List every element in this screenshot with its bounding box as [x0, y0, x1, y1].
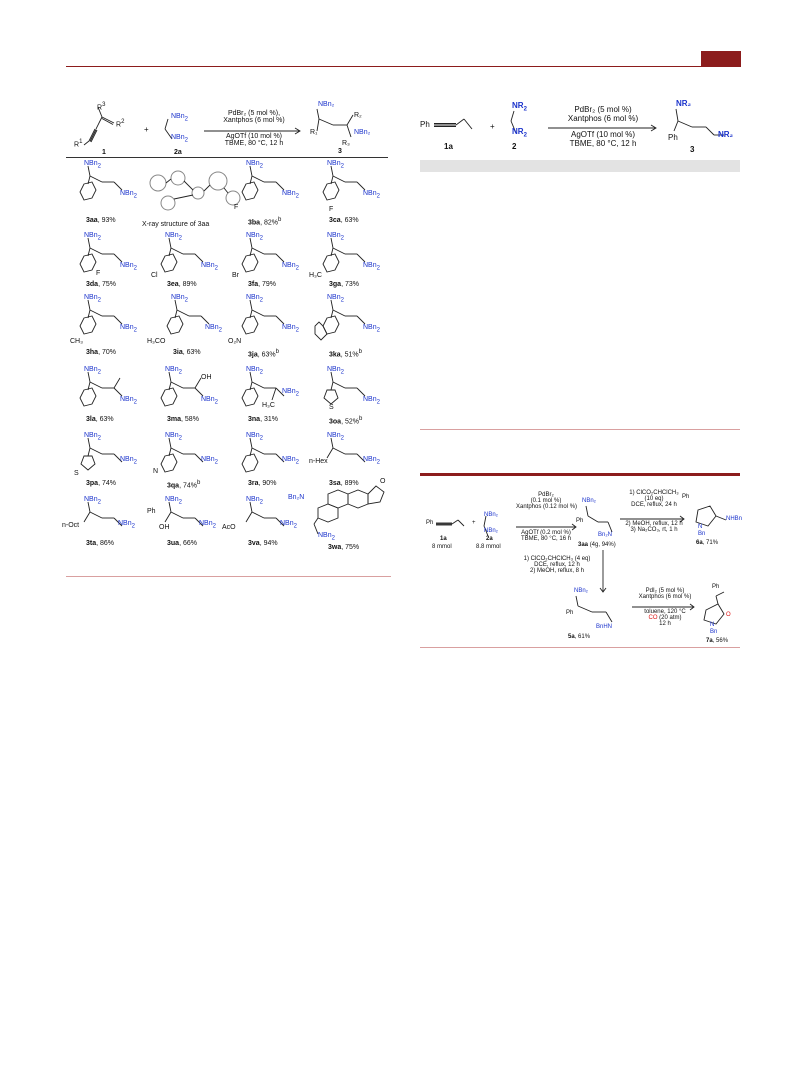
- nbn2-label: NBn$_2$: [118, 520, 135, 530]
- nbn2-label: NBn$_2$: [84, 232, 101, 242]
- substituent-label: H₃CO: [147, 338, 166, 345]
- product-item-3na: [228, 366, 308, 430]
- rt-product-right: NR₂: [718, 130, 734, 139]
- rb-6a-ph: Ph: [682, 494, 690, 500]
- product-item-3ha: [66, 294, 146, 364]
- reactant1-number: 1: [102, 149, 106, 156]
- compound-structure: [70, 232, 140, 287]
- rt-product-ph: Ph: [668, 133, 678, 142]
- compound-caption: 3sa, 89%: [329, 480, 359, 487]
- product-item-3ua: [147, 496, 227, 554]
- nbn2-label: NBn$_2$: [327, 232, 344, 242]
- rb-6a-caption: 6a, 71%: [696, 540, 719, 546]
- scheme-left-divider: [66, 157, 388, 158]
- compound-caption: 3aa, 93%: [86, 217, 116, 224]
- reactant2a-top: NBn$_2$: [171, 113, 188, 123]
- right-bottom-rule: [420, 647, 740, 648]
- rb-cond4-above: PdI₂ (5 mol %) Xantphos (6 mol %): [638, 588, 692, 600]
- rb-7a-structure: [698, 594, 748, 634]
- rb-5a-caption: 5a, 61%: [568, 634, 591, 640]
- compound-caption: 3ra, 90%: [248, 480, 277, 487]
- rt-product-number: 3: [690, 145, 695, 154]
- substituent-label: Cl: [151, 272, 158, 279]
- compound-caption: 3ba, 82%$^b$: [248, 217, 282, 227]
- reactant2a-bottom: NBn$_2$: [171, 134, 188, 144]
- table-header-bar: [420, 160, 740, 172]
- nbn2-label: NBn$_2$: [327, 294, 344, 304]
- rb-7a-o: O: [726, 612, 731, 618]
- product-item-3fa: [228, 232, 308, 292]
- rb-r1-ph: Ph: [426, 520, 434, 526]
- compound-caption: 3ka, 51%$^b$: [329, 349, 362, 359]
- product-item-3ja: [228, 294, 308, 364]
- nbn2-label: NBn$_2$: [363, 262, 380, 272]
- compound-caption: 3qa, 74%$^b$: [167, 480, 201, 490]
- rb-r2-amount: 8.8 mmol: [476, 544, 501, 550]
- substituent-label: n-Oct: [62, 522, 80, 529]
- compound-caption: 3ea, 89%: [167, 281, 197, 288]
- product-item-3ba: [228, 160, 308, 230]
- compound-caption: 3na, 31%: [248, 416, 278, 423]
- product-item-3oa: [309, 366, 389, 430]
- compound-caption: 3ja, 63%$^b$: [248, 349, 279, 359]
- nbn2-label: NBn$_2$: [165, 366, 182, 376]
- product-item-3qa: [147, 432, 227, 494]
- substituent-label: S: [329, 404, 334, 411]
- rt-ph: Ph: [420, 120, 430, 129]
- conditions-left: PdBr₂ (5 mol %), Xantphos (6 mol %): [223, 110, 285, 124]
- compound-caption: 3da, 75%: [86, 281, 116, 288]
- header-tab: [701, 51, 741, 66]
- compound-structure: [70, 160, 140, 215]
- left-bottom-rule: [66, 576, 391, 577]
- ph-label: Ph: [147, 508, 156, 515]
- nbn2-label: NBn$_2$: [165, 232, 182, 242]
- rb-5a-nh: BnHN: [596, 624, 613, 630]
- substituent-label: F: [234, 204, 239, 211]
- substituent-label: O₂N: [228, 338, 242, 345]
- compound-structure: [313, 366, 383, 421]
- rb-r2-bottom: NBn₂: [484, 528, 499, 534]
- compound-structure: [288, 482, 388, 542]
- rt-reactant2-number: 2: [512, 142, 517, 151]
- compound-caption: 3va, 94%: [248, 540, 278, 547]
- nbn2-label: NBn$_2$: [282, 324, 299, 334]
- substituent-label: F: [96, 270, 101, 277]
- nbn2-label: NBn$_2$: [165, 432, 182, 442]
- product-item-3da: [66, 232, 146, 292]
- xray-caption: X-ray structure of 3aa: [142, 221, 210, 228]
- compound-structure: [232, 160, 302, 215]
- substituent-label: AcO: [222, 524, 236, 531]
- rb-cond1-above: PdBr₂ (0.1 mol %) Xantphos (0.12 mol %): [516, 492, 578, 510]
- product3-nbn2-top: NBn₂: [318, 101, 335, 108]
- compound-caption: 3ha, 70%: [86, 349, 116, 356]
- substituent-label: N: [153, 468, 159, 475]
- rb-cond4-below: toluene, 120 °C CO (20 atm) 12 h: [644, 609, 686, 627]
- rb-cond3: 1) ClCO₂CHClCH₃ (4 eq) DCE, reflux, 12 h 2) MeOH, reflux, 8 h: [523, 556, 591, 574]
- nbn2-label: NBn$_2$: [280, 520, 297, 530]
- compound-caption: 3ta, 86%: [86, 540, 115, 547]
- nbn2-label: NBn$_2$: [84, 366, 101, 376]
- nbn2-label: NBn$_2$: [199, 520, 216, 530]
- nbn2-label: NBn$_2$: [246, 496, 263, 506]
- scheme-right-top: [420, 95, 740, 165]
- rb-r1-structure: [436, 518, 476, 532]
- rb-r2-top: NBn₂: [484, 512, 499, 518]
- rt-reactant1-structure: [434, 115, 484, 135]
- rb-6a-bn: Bn: [698, 531, 706, 537]
- product-item-3pa: [66, 432, 146, 494]
- rb-7a-ph: Ph: [712, 584, 720, 590]
- nbn2-label: NBn$_2$: [205, 324, 222, 334]
- compound-structure: [313, 160, 383, 215]
- rb-5a-top: NBn₂: [574, 588, 589, 594]
- product-item-3ta: [62, 496, 146, 554]
- rb-r2-number: 2a: [486, 536, 493, 542]
- rt-reactant2-bottom: $NR_2$: [512, 127, 527, 139]
- rb-3aa-caption: 3aa (4g, 94%): [578, 542, 616, 548]
- rb-7a-bn: Bn: [710, 629, 718, 635]
- nbn2-label: NBn$_2$: [120, 190, 137, 200]
- compound-structure: [157, 294, 227, 349]
- nbn2-label: NBn$_2$: [282, 456, 299, 466]
- nbn2-label: NBn$_2$: [318, 532, 335, 542]
- rb-cond1-below: AgOTf (0.2 mol %) TBME, 80 °C, 16 h: [520, 530, 572, 542]
- compound-caption: 3ma, 58%: [167, 416, 199, 423]
- nbn2-label: NBn$_2$: [84, 294, 101, 304]
- nbn2-label: NBn$_2$: [120, 324, 137, 334]
- product3-number: 3: [338, 148, 342, 155]
- rb-5a-ph: Ph: [566, 610, 574, 616]
- rb-r1-number: 1a: [440, 536, 447, 542]
- right-table-rule: [420, 429, 740, 430]
- nbn2-label: NBn$_2$: [84, 160, 101, 170]
- nbn2-label: NBn$_2$: [246, 366, 263, 376]
- nbn2-label: NBn$_2$: [171, 294, 188, 304]
- nbn2-label: NBn$_2$: [327, 366, 344, 376]
- product-item-3ga: [309, 232, 389, 292]
- rb-3aa-ph: Ph: [576, 518, 584, 524]
- compound-structure: [313, 232, 383, 287]
- rb-3aa-top: NBn₂: [582, 498, 597, 504]
- rb-arrow-down: [600, 550, 606, 594]
- compound-caption: 3ga, 73%: [329, 281, 359, 288]
- reactant1-r3: $R^3$: [97, 102, 106, 112]
- nbn2-label: NBn$_2$: [246, 432, 263, 442]
- rb-6a-nhbn: NHBn: [726, 516, 743, 522]
- scheme-right-bottom: [420, 480, 743, 650]
- substituent-label: F: [329, 206, 334, 213]
- rb-cond2-above: 1) ClCO₂CHClCH₃ (10 eq) DCE, reflux, 24 h: [629, 490, 679, 508]
- product3-r3: R₃: [342, 140, 350, 147]
- nbn2-label: NBn$_2$: [363, 396, 380, 406]
- nbn2-label: NBn$_2$: [120, 456, 137, 466]
- header-rule: [66, 66, 741, 67]
- co-label: CO: [648, 615, 658, 621]
- nbn2-label: NBn$_2$: [282, 262, 299, 272]
- nbn2-label: NBn$_2$: [120, 396, 137, 406]
- rt-product-top: NR₂: [676, 99, 692, 108]
- ketone-o: O: [380, 478, 386, 485]
- product-grid-left: [62, 160, 391, 560]
- reactant-1-structure: [74, 101, 154, 156]
- conditions-left-below: AgOTf (10 mol %) TBME, 80 °C, 12 h: [224, 133, 284, 147]
- rt-reactant2-top: $NR_2$: [512, 101, 527, 113]
- product-item-3la: [66, 366, 146, 430]
- compound-caption: 3ia, 63%: [173, 349, 201, 356]
- substituent-label: H₃C: [309, 272, 322, 279]
- substituent-label: CH₃: [70, 338, 83, 345]
- substituent-label: S: [74, 470, 79, 477]
- compound-caption: 3fa, 79%: [248, 281, 277, 288]
- nbn2-label: NBn$_2$: [165, 496, 182, 506]
- rb-7a-n: N: [710, 622, 715, 628]
- compound-structure: [313, 294, 383, 349]
- compound-caption: 3la, 63%: [86, 416, 114, 423]
- substituent-label: n-Hex: [309, 458, 328, 465]
- nbn2-label: NBn$_2$: [201, 396, 218, 406]
- compound-structure: [70, 366, 140, 421]
- substituent-label: OH: [201, 374, 212, 381]
- nbn2-label: NBn$_2$: [282, 388, 299, 398]
- nbn2-label: NBn$_2$: [363, 456, 380, 466]
- reactant1-r1: $R^1$: [74, 139, 83, 149]
- rb-7a-caption: 7a, 56%: [706, 638, 729, 644]
- section-rule-right: [420, 473, 740, 476]
- substituent-label: Br: [232, 272, 239, 279]
- product-item-3ia: [147, 294, 227, 364]
- rb-r1-amount: 8 mmol: [432, 544, 452, 550]
- nbn2-label: NBn$_2$: [282, 190, 299, 200]
- substituent-label: OH: [159, 524, 170, 531]
- compound-caption: 3pa, 74%: [86, 480, 116, 487]
- product-item-3aa: [66, 160, 146, 230]
- rb-6a-n: N: [698, 524, 703, 530]
- product3-nbn2-right: NBn₂: [354, 129, 371, 136]
- nbn2-label: NBn$_2$: [201, 456, 218, 466]
- plus-sign: +: [144, 125, 149, 134]
- nbn2-label: NBn$_2$: [246, 294, 263, 304]
- compound-caption: 3wa, 75%: [328, 544, 360, 551]
- nbn2-label: NBn$_2$: [120, 262, 137, 272]
- nbn2-label: NBn$_2$: [363, 190, 380, 200]
- product-item-3ca: [309, 160, 389, 230]
- rb-cond2-below: 2) MeOH, reflux, 12 h 3) Na₂CO₃, rt, 1 h: [625, 521, 683, 533]
- nbn2-label: NBn$_2$: [246, 232, 263, 242]
- compound-structure: [232, 232, 302, 287]
- product-item-3ma: [147, 366, 227, 430]
- compound-caption: 3oa, 52%$^b$: [329, 416, 363, 426]
- nbn2-label: NBn$_2$: [84, 496, 101, 506]
- product-item-3ka: [309, 294, 389, 364]
- nbn2-label: NBn$_2$: [201, 262, 218, 272]
- product3-r2: R₂: [354, 112, 362, 119]
- reactant1-r2: $R^2$: [116, 119, 125, 129]
- rt-conditions-below: AgOTf (10 mol %) TBME, 80 °C, 12 h: [569, 130, 637, 148]
- nbn2-label: NBn$_2$: [363, 324, 380, 334]
- product-item-3wa: [288, 478, 388, 554]
- nbn2-label: NBn$_2$: [327, 432, 344, 442]
- substituent-label: H₃C: [262, 402, 275, 409]
- product3-r1: R₁: [310, 129, 318, 136]
- rt-reactant1-number: 1a: [444, 142, 453, 151]
- rt-conditions-above: PdBr₂ (5 mol %) Xantphos (6 mol %): [567, 105, 639, 123]
- reactant2a-number: 2a: [174, 149, 182, 156]
- product-item-3ea: [147, 232, 227, 292]
- compound-structure: [232, 294, 302, 349]
- rt-plus: +: [490, 122, 495, 131]
- substituent-label: Bn₂N: [288, 494, 305, 501]
- rb-plus: +: [472, 520, 476, 526]
- compound-caption: 3ua, 66%: [167, 540, 197, 547]
- compound-caption: 3ca, 63%: [329, 217, 359, 224]
- compound-structure: [151, 232, 221, 287]
- rb-3aa-n: Bn₂N: [598, 532, 613, 538]
- nbn2-label: NBn$_2$: [84, 432, 101, 442]
- nbn2-label: NBn$_2$: [327, 160, 344, 170]
- product-3-structure: [311, 101, 381, 156]
- nbn2-label: NBn$_2$: [246, 160, 263, 170]
